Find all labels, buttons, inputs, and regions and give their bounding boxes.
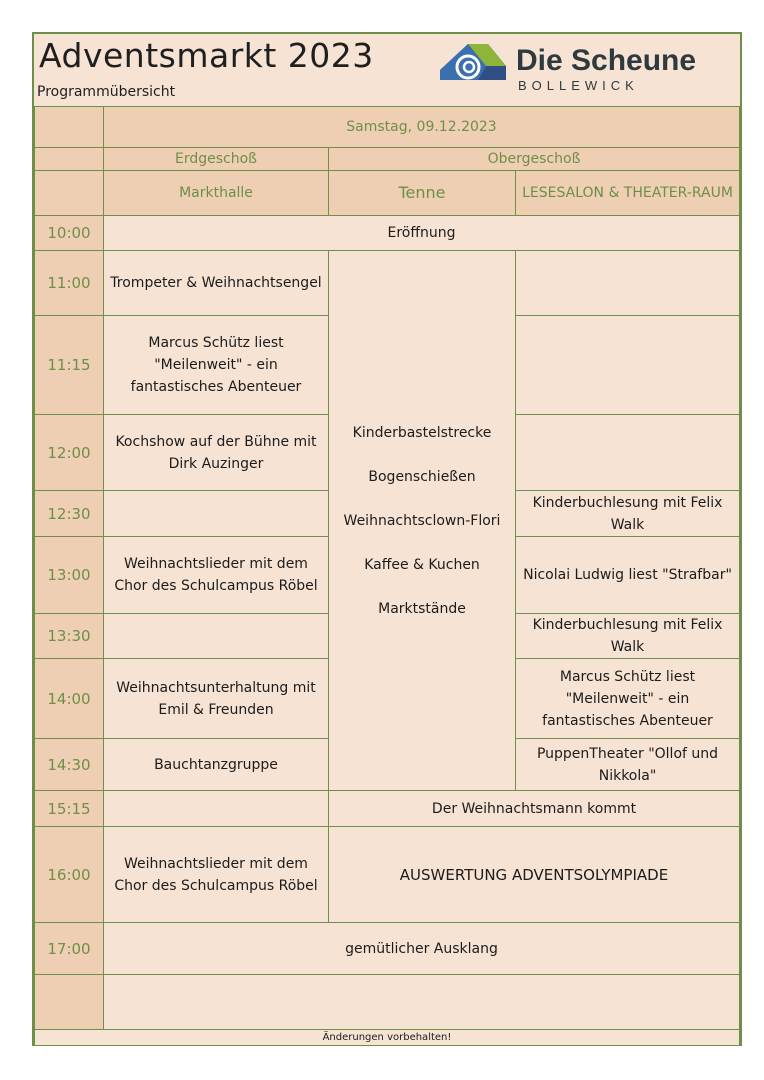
floor-header-upper: Obergeschoß (328, 147, 740, 171)
schedule-frame (32, 32, 742, 1046)
time-cell: 11:00 (34, 250, 104, 316)
tenne-item: Kinderbastelstrecke (352, 424, 492, 441)
event-markthalle-1200: Kochshow auf der Bühne mit Dirk Auzinger (103, 414, 329, 491)
event-empty-row (103, 974, 740, 1030)
time-cell: 12:30 (34, 490, 104, 537)
event-markthalle-1400: Weihnachtsunterhaltung mit Emil & Freunden (103, 658, 329, 739)
tenne-item: Marktstände (378, 600, 466, 617)
event-lesesalon-empty (515, 250, 740, 316)
logo-subtitle: BOLLEWICK (518, 78, 639, 93)
time-cell: 16:00 (34, 826, 104, 923)
room-header-tenne: Tenne (328, 170, 516, 216)
floor-header-ground: Erdgeschoß (103, 147, 329, 171)
time-cell: 15:15 (34, 790, 104, 827)
page-subtitle: Programmübersicht (37, 84, 176, 100)
event-markthalle-1430: Bauchtanzgruppe (103, 738, 329, 791)
date-header: Samstag, 09.12.2023 (103, 106, 740, 148)
time-cell: 14:00 (34, 658, 104, 739)
event-markthalle-1100: Trompeter & Weihnachtsengel (103, 250, 329, 316)
event-lesesalon-empty (515, 315, 740, 415)
event-lesesalon-empty (515, 414, 740, 491)
event-lesesalon-1430: PuppenTheater "Ollof und Nikkola" (515, 738, 740, 791)
event-lesesalon-1400: Marcus Schütz liest "Meilenweit" - ein fantastisches Abenteuer (515, 658, 740, 739)
time-cell: 17:00 (34, 922, 104, 975)
time-cell: 13:30 (34, 613, 104, 659)
corner-cell (34, 147, 104, 171)
corner-cell (34, 106, 104, 148)
event-markthalle-empty (103, 613, 329, 659)
room-header-markthalle: Markthalle (103, 170, 329, 216)
event-markthalle-1115: Marcus Schütz liest "Meilenweit" - ein fantastisches Abenteuer (103, 315, 329, 415)
time-cell: 11:15 (34, 315, 104, 415)
event-markthalle-1300: Weihnachtslieder mit dem Chor des Schulcampus Röbel (103, 536, 329, 614)
event-lesesalon-1300: Nicolai Ludwig liest "Strafbar" (515, 536, 740, 614)
event-markthalle-empty (103, 790, 329, 827)
event-auswertung: AUSWERTUNG ADVENTSOLYMPIADE (328, 826, 740, 923)
time-cell: 10:00 (34, 215, 104, 251)
logo-name: Die Scheune (516, 44, 697, 77)
time-cell: 14:30 (34, 738, 104, 791)
tenne-item: Kaffee & Kuchen (364, 556, 480, 573)
event-weihnachtsmann: Der Weihnachtsmann kommt (328, 790, 740, 827)
page-header (34, 34, 740, 106)
barn-logo-icon (438, 40, 508, 84)
event-tenne-all-day (328, 250, 516, 791)
room-header-lesesalon: LESESALON & THEATER-RAUM (515, 170, 740, 216)
logo (438, 40, 738, 94)
footer-note: Änderungen vorbehalten! (34, 1029, 740, 1046)
tenne-item: Bogenschießen (368, 468, 476, 485)
event-lesesalon-1230: Kinderbuchlesung mit Felix Walk (515, 490, 740, 537)
time-cell: 13:00 (34, 536, 104, 614)
event-opening: Eröffnung (103, 215, 740, 251)
corner-cell (34, 170, 104, 216)
tenne-item: Weihnachtsclown-Flori (343, 512, 501, 529)
page-title: Adventsmarkt 2023 (39, 36, 374, 75)
time-cell: 12:00 (34, 414, 104, 491)
event-ausklang: gemütlicher Ausklang (103, 922, 740, 975)
time-cell-empty (34, 974, 104, 1030)
event-lesesalon-1330: Kinderbuchlesung mit Felix Walk (515, 613, 740, 659)
event-markthalle-1600: Weihnachtslieder mit dem Chor des Schulcampus Röbel (103, 826, 329, 923)
event-markthalle-empty (103, 490, 329, 537)
